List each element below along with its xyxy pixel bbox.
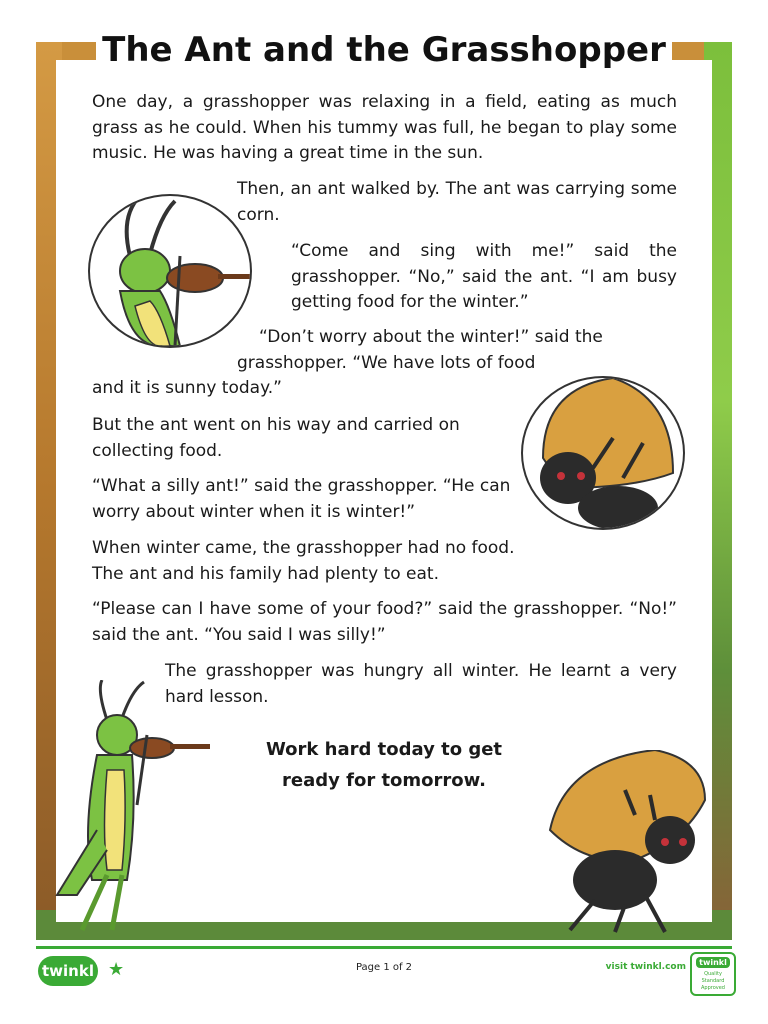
ant-carrying-corn-full-illustration — [545, 750, 715, 935]
paragraph-8: “Please can I have some of your food?” said the grasshopper. “No!” said the ant. “You said I was silly!” — [92, 599, 677, 645]
twinkl-logo[interactable]: twinkl — [38, 956, 98, 986]
badge-logo: twinkl — [696, 957, 730, 968]
badge-text: Quality Standard Approved — [701, 971, 725, 991]
grasshopper-violin-illustration — [88, 194, 252, 348]
paragraph-2 — [237, 177, 677, 228]
ant-icon — [523, 378, 683, 528]
moral-of-story — [234, 734, 534, 796]
ant-carrying-corn-illustration — [521, 376, 685, 530]
paragraph-9: The grasshopper was hungry all winter. He learnt a very hard lesson. — [165, 661, 677, 707]
grasshopper-violin-full-illustration — [52, 680, 212, 935]
moral-line-1: Work hard today to get — [265, 739, 503, 760]
grasshopper-icon — [90, 196, 250, 346]
quality-badge — [690, 952, 736, 996]
page-title: The Ant and the Grasshopper — [96, 24, 672, 76]
paragraph-4-line2: grasshopper. “We have lots of food — [237, 353, 536, 373]
paragraph-1: One day, a grasshopper was relaxing in a field, eating as much grass as he could. When his tummy was full, he began to play some music. He was having a great time in the sun. — [92, 92, 677, 163]
paragraph-3: “Come and sing with me!” said the grasshopper. “No,” said the ant. “I am busy getting food for the winter.” — [291, 241, 677, 312]
paragraph-4-line1: “Don’t worry about the winter!” said the — [259, 327, 603, 347]
paragraph-7-line2: The ant and his family had plenty to eat. — [92, 564, 439, 584]
star-icon: ★ — [108, 959, 125, 980]
paragraph-7-line1: When winter came, the grasshopper had no food. — [92, 538, 515, 558]
page-number: Page 1 of 2 — [355, 962, 413, 973]
moral-line-2: ready for tomorrow. — [282, 770, 486, 791]
paragraph-5: But the ant went on his way and carried on collecting food. — [92, 415, 460, 461]
paragraph-6: “What a silly ant!” said the grasshopper. “He can worry about winter when it is winter!” — [92, 476, 511, 522]
paragraph-2-text: Then, an ant walked by. The ant was carrying some corn. — [237, 179, 677, 225]
footer-rule — [36, 946, 732, 949]
paragraph-4-line3: and it is sunny today.” — [92, 378, 282, 398]
visit-link[interactable]: visit twinkl.com — [605, 962, 686, 972]
